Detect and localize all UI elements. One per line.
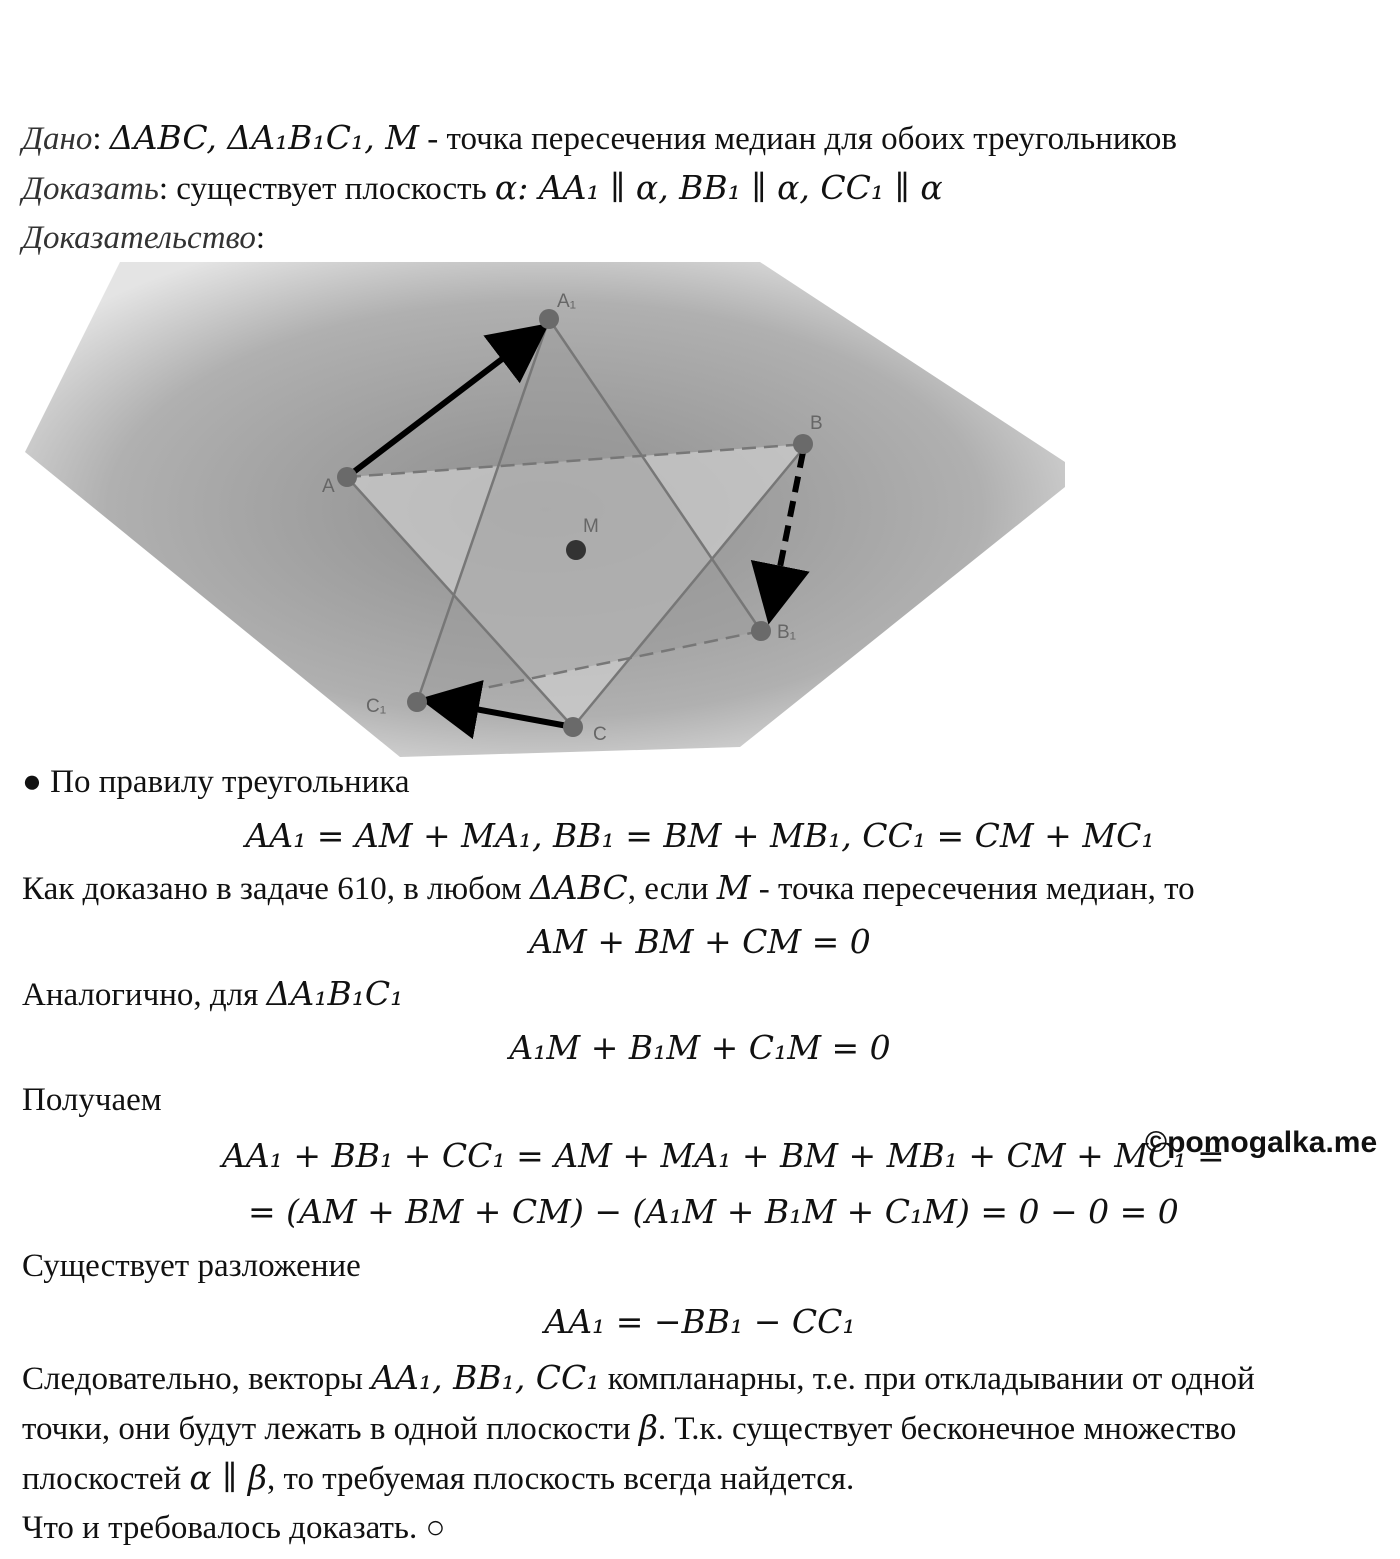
formula-medians-a1b1c1: A₁M + B₁M + C₁M = 0 xyxy=(509,1028,891,1067)
step3-line xyxy=(22,974,403,1015)
formula-sum-expansion: AA₁ + BB₁ + CC₁ = AM + MA₁ + BM + MB₁ + CM + MC₁ = xyxy=(222,1136,1225,1175)
conclusion-line2-a: точки, они будут лежать в одной плоскости xyxy=(22,1411,639,1447)
label-a: A xyxy=(322,476,335,497)
step4-text: Получаем xyxy=(22,1082,162,1118)
prove-math: α: AA₁ ∥ α, BB₁ ∥ α, CC₁ ∥ α xyxy=(494,168,943,207)
conclusion-math-b: β xyxy=(638,1408,658,1447)
label-a1: A₁ xyxy=(557,291,577,312)
formula-sum-result: = (AM + BM + CM) − (A₁M + B₁M + C₁M) = 0 − 0 = 0 xyxy=(248,1192,1179,1231)
given-line: Дано: ΔABC, ΔA₁B₁C₁, M - точка пересечения медиан для обоих треугольников xyxy=(22,118,1177,157)
step4-formula-2 xyxy=(248,1190,1179,1235)
step5-text: Существует разложение xyxy=(22,1248,361,1284)
point-c1 xyxy=(407,692,427,712)
label-c1: C₁ xyxy=(366,696,387,717)
formula-medians-abc: AM + BM + CM = 0 xyxy=(529,922,871,961)
watermark: ©pomogalka.me xyxy=(1145,1126,1378,1159)
point-m xyxy=(566,540,586,560)
step1-text: ● По правилу треугольника xyxy=(22,764,410,800)
step3-math: ΔA₁B₁C₁ xyxy=(266,974,404,1013)
conclusion-line2-b: . Т.к. существует бесконечное множество xyxy=(657,1411,1237,1447)
prove-line: Доказать: существует плоскость α: AA₁ ∥ α, BB₁ ∥ α, CC₁ ∥ α xyxy=(22,168,943,207)
conclusion-line-2 xyxy=(22,1408,1236,1449)
conclusion-math-a: AA₁, BB₁, CC₁ xyxy=(371,1358,600,1397)
label-c: C xyxy=(593,724,607,745)
conclusion-line3-a: плоскостей xyxy=(22,1461,190,1497)
step2-text-c: - точка пересечения медиан, то xyxy=(750,871,1195,907)
step2-text-b: , если xyxy=(627,871,717,907)
proof-line: Доказательство: xyxy=(22,220,266,256)
step2-math-b: M xyxy=(716,868,751,907)
conclusion-math-c: α ∥ β xyxy=(189,1458,267,1497)
step2-formula xyxy=(0,920,1400,965)
step4-formula-1 xyxy=(222,1134,1225,1179)
label-m: M xyxy=(583,516,599,537)
proof-label: Доказательство xyxy=(22,220,256,256)
label-b1: B₁ xyxy=(777,622,797,643)
given-text: - точка пересечения медиан для обоих треугольников xyxy=(419,121,1177,157)
step5-formula xyxy=(0,1300,1400,1345)
label-b: B xyxy=(810,413,823,434)
geometry-figure xyxy=(20,262,1080,757)
formula-triangle-rule: AA₁ = AM + MA₁, BB₁ = BM + MB₁, CC₁ = CM + MC₁ xyxy=(245,816,1155,855)
conclusion-line-3 xyxy=(22,1458,854,1499)
conclusion-text-b: компланарны, т.е. при откладывании от одной xyxy=(599,1361,1255,1397)
conclusion-final: Что и требовалось доказать. ○ xyxy=(22,1510,446,1546)
point-a1 xyxy=(539,309,559,329)
step2-math-a: ΔABC xyxy=(529,868,628,907)
conclusion-text-a: Следовательно, векторы xyxy=(22,1361,372,1397)
step2-line xyxy=(22,868,1195,909)
point-c xyxy=(563,717,583,737)
step3-formula xyxy=(0,1026,1400,1071)
point-b xyxy=(793,434,813,454)
point-a xyxy=(337,467,357,487)
prove-text: существует плоскость xyxy=(176,171,495,207)
given-label: Дано xyxy=(22,121,93,157)
point-b1 xyxy=(751,621,771,641)
step2-text-a: Как доказано в задаче 610, в любом xyxy=(22,871,530,907)
prove-label: Доказать xyxy=(22,171,159,207)
conclusion-line-1 xyxy=(22,1358,1255,1399)
formula-decomposition: AA₁ = −BB₁ − CC₁ xyxy=(544,1302,856,1341)
step3-text: Аналогично, для xyxy=(22,977,267,1013)
step1-formula xyxy=(0,814,1400,859)
conclusion-line3-b: , то требуемая плоскость всегда найдется. xyxy=(267,1461,855,1497)
given-math: ΔABC, ΔA₁B₁C₁, M xyxy=(109,118,419,157)
